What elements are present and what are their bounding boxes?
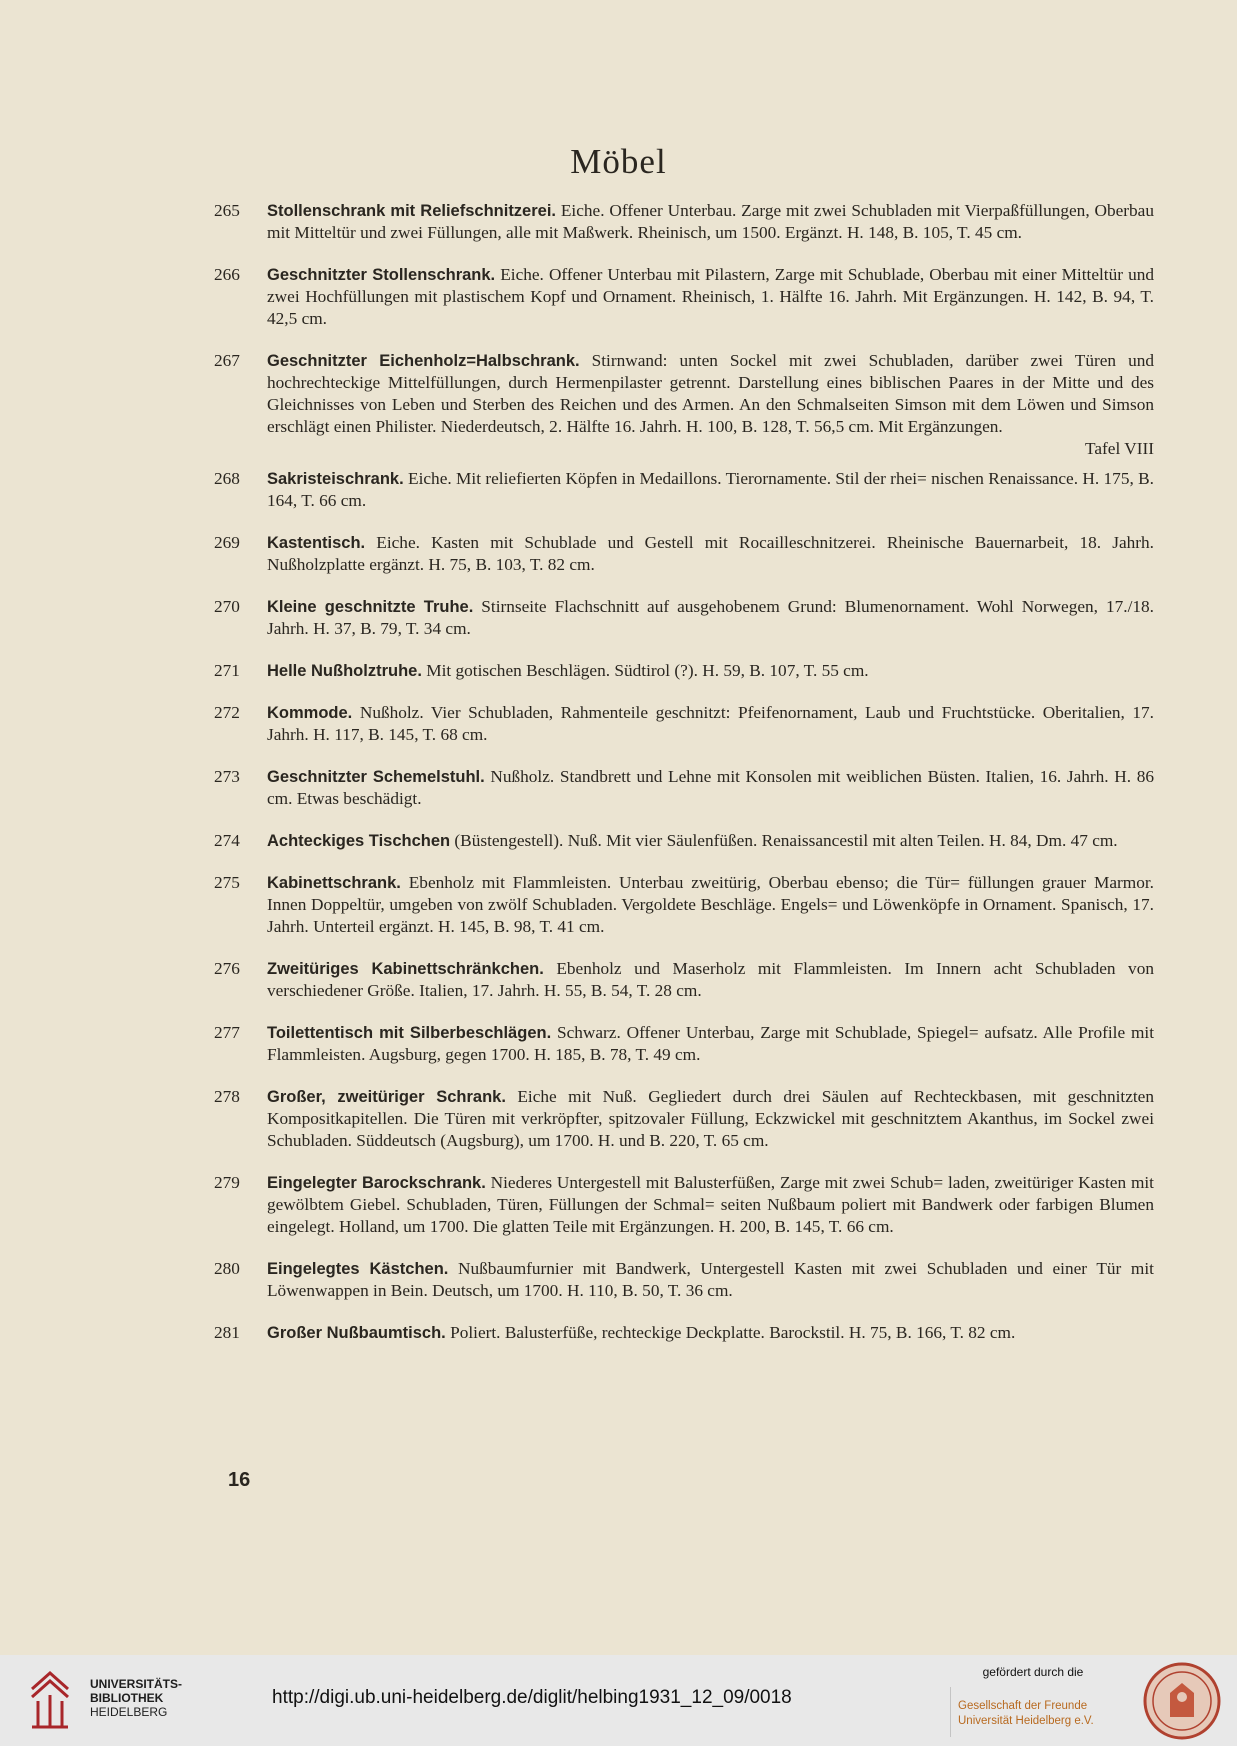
catalog-entry	[214, 830, 1154, 852]
entry-text: Eiche mit Nuß. Gegliedert durch drei Säulen auf Rechteckbasen, mit geschnitzten Kompositkapitellen. Die Türen mit verkröpfter, spitzovaler Füllung, Eckzwickel mit geschnitztem Akanthus, im Sockel zwei Schubladen. Süddeutsch (Augsburg), um 1700. H. und B. 220, T. 65 cm.	[267, 1087, 1154, 1150]
catalog-entry	[214, 660, 1154, 682]
entry-description	[267, 468, 1154, 512]
entry-title: Kastentisch.	[267, 534, 366, 552]
entry-title: Zweitüriges Kabinettschränkchen.	[267, 960, 544, 978]
entry-description	[267, 1322, 1154, 1344]
catalog-entry	[214, 200, 1154, 244]
entry-text: Nußholz. Standbrett und Lehne mit Konsolen mit weiblichen Büsten. Italien, 16. Jahrh. H. 86 cm. Etwas beschädigt.	[267, 767, 1154, 808]
footer-bar	[0, 1655, 1237, 1746]
permalink-url[interactable]: http://digi.ub.uni-heidelberg.de/diglit/helbing1931_12_09/0018	[272, 1687, 792, 1708]
entry-title: Großer, zweitüriger Schrank.	[267, 1088, 506, 1106]
plate-reference: Tafel VIII	[1085, 439, 1154, 458]
entry-description	[267, 350, 1154, 438]
entry-number: 273	[214, 767, 240, 786]
entry-description	[267, 264, 1154, 330]
catalog-entry	[214, 1322, 1154, 1344]
entry-number: 276	[214, 959, 240, 978]
entry-text: Nußholz. Vier Schubladen, Rahmenteile geschnitzt: Pfeifenornament, Laub und Fruchtstücke. Oberitalien, 17. Jahrh. H. 117, B. 145, T. 68 cm.	[267, 703, 1154, 744]
entry-number: 275	[214, 873, 240, 892]
entry-number: 266	[214, 265, 240, 284]
entry-title: Eingelegter Barockschrank.	[267, 1174, 486, 1192]
entry-text: Stirnwand: unten Sockel mit zwei Schubladen, darüber zwei Türen und hochrechteckige Mittelfüllungen, durch Hermenpilaster getrennt. Darstellung eines biblischen Paares in der Mitte und des Gleichnisses von Leben und Sterben des Reichen und des Armen. An den Schmalseiten Simson mit dem Löwen und Simson erschlägt einen Philister. Niederdeutsch, 2. Hälfte 16. Jahrh. H. 100, B. 128, T. 56,5 cm. Mit Ergänzungen.	[267, 351, 1154, 436]
entry-text: Eiche. Offener Unterbau mit Pilastern, Zarge mit Schublade, Oberbau mit einer Mitteltür und zwei Hochfüllungen mit plastischem Kopf und Ornament. Rheinisch, 1. Hälfte 16. Jahrh. Mit Ergänzungen. H. 142, B. 94, T. 42,5 cm.	[267, 265, 1154, 328]
society-name: Gesellschaft der Freunde Universität Heidelberg e.V.	[958, 1700, 1094, 1727]
divider	[950, 1687, 951, 1737]
entry-title: Kabinettschrank.	[267, 874, 401, 892]
entry-number: 270	[214, 597, 240, 616]
page-number: 16	[228, 1469, 251, 1491]
catalog-entry-list	[214, 200, 1154, 1364]
catalog-entry	[214, 532, 1154, 576]
entry-text: Eiche. Offener Unterbau. Zarge mit zwei Schubladen mit Vierpaßfüllungen, Oberbau mit Mitteltür und zwei Füllungen, alle mit Maßwerk. Rheinisch, um 1500. Ergänzt. H. 148, B. 105, T. 45 cm.	[267, 201, 1154, 242]
entry-number: 265	[214, 201, 240, 220]
entry-description	[267, 532, 1154, 576]
library-name: UNIVERSITÄTS- BIBLIOTHEK HEIDELBERG	[90, 1677, 183, 1719]
entry-text: Eiche. Kasten mit Schublade und Gestell mit Rocailleschnitzerei. Rheinische Bauernarbeit, 18. Jahrh. Nußholzplatte ergänzt. H. 75, B. 103, T. 82 cm.	[267, 533, 1154, 574]
entry-text: Niederes Untergestell mit Balusterfüßen, Zarge mit zwei Schub= laden, zweitüriger Kasten mit gewölbtem Giebel. Schubladen, Türen, Füllungen der Schmal= seiten Nußbaum poliert mit Bandwerk oder farbigen Blumen eingelegt. Holland, um 1700. Die glatten Teile mit Ergänzungen. H. 200, B. 145, T. 66 cm.	[267, 1173, 1154, 1236]
entry-number: 268	[214, 469, 240, 488]
university-seal-icon	[1142, 1661, 1222, 1741]
entry-description	[267, 1258, 1154, 1302]
entry-description	[267, 660, 1154, 682]
catalog-entry	[214, 1022, 1154, 1066]
catalog-entry	[214, 468, 1154, 512]
entry-text: Ebenholz und Maserholz mit Flammleisten. Im Innern acht Schubladen von verschiedener Größe. Italien, 17. Jahrh. H. 55, B. 54, T. 28 cm.	[267, 959, 1154, 1000]
entry-title: Helle Nußholztruhe.	[267, 662, 422, 680]
entry-description	[267, 958, 1154, 1002]
entry-description	[267, 830, 1154, 852]
entry-text: Nußbaumfurnier mit Bandwerk, Untergestell Kasten mit zwei Schubladen und einer Tür mit Löwenwappen in Bein. Deutsch, um 1700. H. 110, B. 50, T. 36 cm.	[267, 1259, 1154, 1300]
entry-number: 279	[214, 1173, 240, 1192]
catalog-entry	[214, 1172, 1154, 1238]
entry-text: Ebenholz mit Flammleisten. Unterbau zweitürig, Oberbau ebenso; die Tür= füllungen grauer Marmor. Innen Doppeltür, umgeben von zwölf Schubladen. Vergoldete Beschläge. Engels= und Löwenköpfe in Ornament. Spanisch, 17. Jahrh. Unterteil ergänzt. H. 145, B. 98, T. 41 cm.	[267, 873, 1154, 936]
catalog-entry	[214, 958, 1154, 1002]
entry-title: Geschnitzter Schemelstuhl.	[267, 768, 485, 786]
page-title: Möbel	[570, 142, 667, 181]
catalog-entry	[214, 264, 1154, 330]
entry-text: Schwarz. Offener Unterbau, Zarge mit Schublade, Spiegel= aufsatz. Alle Profile mit Flammleisten. Augsburg, gegen 1700. H. 185, B. 78, T. 49 cm.	[267, 1023, 1154, 1064]
entry-number: 269	[214, 533, 240, 552]
catalog-entry	[214, 872, 1154, 938]
catalog-entry	[214, 1258, 1154, 1302]
entry-number: 281	[214, 1323, 240, 1342]
entry-description	[267, 200, 1154, 244]
catalog-entry	[214, 766, 1154, 810]
entry-text: Eiche. Mit reliefierten Köpfen in Medaillons. Tierornamente. Stil der rhei= nischen Renaissance. H. 175, B. 164, T. 66 cm.	[267, 469, 1154, 510]
entry-number: 280	[214, 1259, 240, 1278]
entry-number: 272	[214, 703, 240, 722]
catalog-entry	[214, 1086, 1154, 1152]
entry-description	[267, 872, 1154, 938]
entry-title: Stollenschrank mit Reliefschnitzerei.	[267, 202, 557, 220]
entry-number: 277	[214, 1023, 240, 1042]
entry-title: Eingelegtes Kästchen.	[267, 1260, 449, 1278]
university-library-logo-icon	[28, 1669, 74, 1731]
entry-text: Poliert. Balusterfüße, rechteckige Deckplatte. Barockstil. H. 75, B. 166, T. 82 cm.	[445, 1323, 1016, 1342]
entry-number: 274	[214, 831, 240, 850]
entry-description	[267, 1172, 1154, 1238]
entry-text: (Büstengestell). Nuß. Mit vier Säulenfüßen. Renaissancestil mit alten Teilen. H. 84, Dm. 47 cm.	[450, 831, 1118, 850]
entry-title: Großer Nußbaumtisch.	[267, 1324, 446, 1342]
entry-description	[267, 1022, 1154, 1066]
entry-title: Geschnitzter Eichenholz=Halbschrank.	[267, 352, 580, 370]
entry-description	[267, 1086, 1154, 1152]
entry-title: Achteckiges Tischchen	[267, 832, 451, 850]
entry-text: Stirnseite Flachschnitt auf ausgehobenem Grund: Blumenornament. Wohl Norwegen, 17./18. Jahrh. H. 37, B. 79, T. 34 cm.	[267, 597, 1154, 638]
entry-description	[267, 702, 1154, 746]
entry-number: 278	[214, 1087, 240, 1106]
catalog-entry	[214, 350, 1154, 460]
entry-description	[267, 596, 1154, 640]
entry-title: Kleine geschnitzte Truhe.	[267, 598, 474, 616]
entry-title: Geschnitzter Stollenschrank.	[267, 266, 496, 284]
catalog-entry	[214, 596, 1154, 640]
sponsor-label: gefördert durch die	[982, 1665, 1084, 1679]
entry-text: Mit gotischen Beschlägen. Südtirol (?). H. 59, B. 107, T. 55 cm.	[421, 661, 869, 680]
entry-number: 271	[214, 661, 240, 680]
catalog-entry	[214, 702, 1154, 746]
entry-title: Toilettentisch mit Silberbeschlägen.	[267, 1024, 552, 1042]
entry-description	[267, 766, 1154, 810]
entry-title: Kommode.	[267, 704, 353, 722]
entry-number: 267	[214, 351, 240, 370]
entry-title: Sakristeischrank.	[267, 470, 404, 488]
